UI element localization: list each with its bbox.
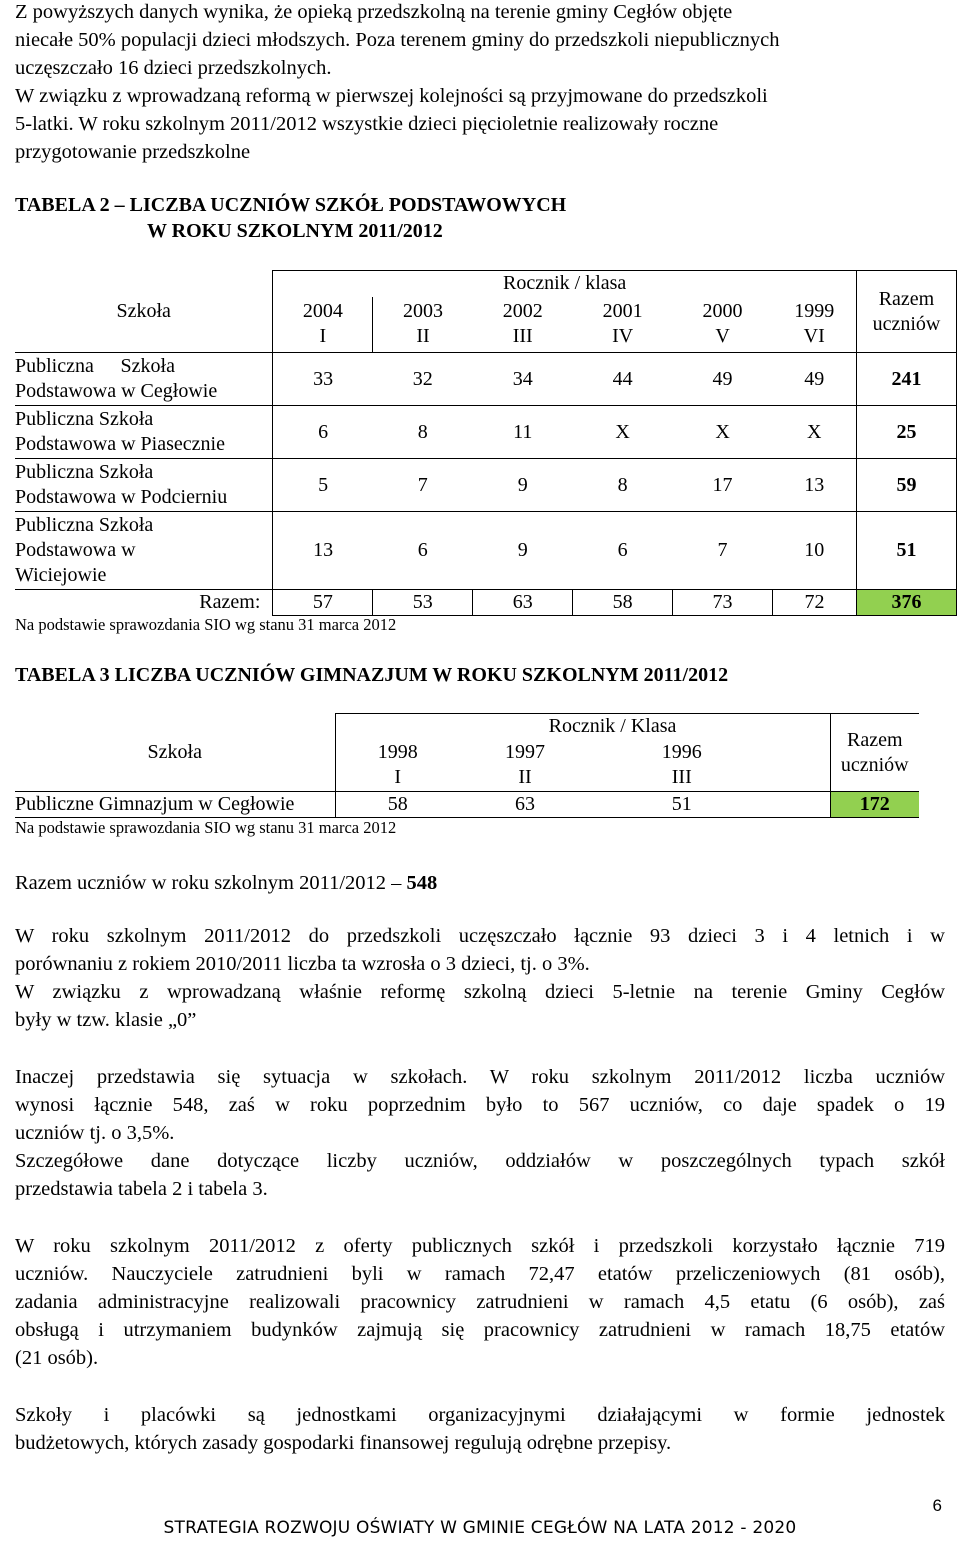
text-line: W związku z wprowadzaną reformą w pierwszej kolejności są przyjmowane do przedszkoli: [15, 85, 768, 107]
table2-value-cell: 34: [473, 353, 573, 406]
summary-value: 548: [406, 872, 438, 894]
paragraph-schools: [15, 1063, 945, 1203]
table2-value-cell: 33: [273, 353, 373, 406]
table2-value-cell: 8: [373, 406, 473, 459]
text-line: uczęszczało 16 dzieci przedszkolnych.: [15, 57, 332, 79]
table2-sum-label: Razem:: [199, 591, 261, 614]
paragraph-preschool: [15, 922, 945, 1034]
page-footer: STRATEGIA ROZWOJU OŚWIATY W GMINIE CEGŁÓW NA LATA 2012 - 2020: [163, 1518, 797, 1538]
text-line: budżetowych, których zasady gospodarki finansowej regulują odrębne przepisy.: [15, 1432, 672, 1454]
table3: [15, 713, 919, 818]
table3-title: TABELA 3 LICZBA UCZNIÓW GIMNAZJUM W ROKU SZKOLNYM 2011/2012: [15, 664, 729, 686]
text-line: Szczegółowe dane dotyczące liczby uczniów, oddziałów w poszczególnych typach szkół: [15, 1150, 945, 1172]
table2-school-header: Szkoła: [15, 271, 273, 353]
table2: [15, 270, 957, 616]
table2-school-cell: Publiczna Szkoła Podstawowa w Piasecznie: [15, 406, 273, 459]
intro-paragraph: [15, 0, 945, 166]
text-line: 5-latki. W roku szkolnym 2011/2012 wszystkie dzieci pięcioletnie realizowały roczne: [15, 113, 719, 135]
table2-sum-cell: 53: [373, 590, 473, 616]
table2-value-cell: X: [573, 406, 673, 459]
text-line: przedstawia tabela 2 i tabela 3.: [15, 1178, 268, 1200]
table2-value-cell: 11: [473, 406, 573, 459]
table2-sum-cell: 72: [773, 590, 857, 616]
table2-value-cell: 7: [673, 512, 773, 590]
table2-subtitle: W ROKU SZKOLNYM 2011/2012: [147, 220, 443, 242]
table2-school-cell: Publiczna Szkoła Podstawowa w Podcierniu: [15, 459, 273, 512]
text-line: Szkoły i placówki są jednostkami organizacyjnymi działającymi w formie jednostek: [15, 1404, 945, 1426]
table-row: [15, 512, 957, 590]
text-line: porównaniu z rokiem 2010/2011 liczba ta wzrosła o 3 dzieci, tj. o 3%.: [15, 953, 590, 975]
table2-sum-cell: 73: [673, 590, 773, 616]
table2-value-cell: 32: [373, 353, 473, 406]
table2-sum-cell: 63: [473, 590, 573, 616]
table-row: [15, 792, 919, 818]
table2-value-cell: 7: [373, 459, 473, 512]
table2-value-cell: 5: [273, 459, 373, 512]
table2-value-cell: 6: [373, 512, 473, 590]
table3-source-note: Na podstawie sprawozdania SIO wg stanu 31 marca 2012: [15, 818, 397, 837]
table2-total-cell: 51: [856, 512, 956, 590]
table2-source-note: Na podstawie sprawozdania SIO wg stanu 31 marca 2012: [15, 615, 397, 634]
paragraph-staff: [15, 1232, 945, 1372]
table-row: [15, 459, 957, 512]
table2-column-header: 2004 I: [273, 297, 373, 353]
text-line: wynosi łącznie 548, zaś w roku poprzednim było to 567 uczniów, co daje spadek o 19: [15, 1094, 945, 1116]
table3-total-header: Razem uczniów: [830, 714, 919, 792]
table2-column-header: 2003 II: [403, 300, 444, 348]
table3-school-header: Szkoła: [15, 714, 335, 792]
table3-column-header: 1997 II: [505, 741, 545, 789]
text-line: przygotowanie przedszkolne: [15, 141, 251, 163]
text-line: (21 osób).: [15, 1347, 99, 1369]
table2-total-cell: 59: [856, 459, 956, 512]
table2-value-cell: 9: [473, 512, 573, 590]
text-line: niecałe 50% populacji dzieci młodszych. Poza terenem gminy do przedszkoli niepublicznych: [15, 29, 780, 51]
table2-column-header: 2002 III: [502, 300, 543, 348]
table2-sum-total: 376: [856, 590, 956, 616]
table2-column-header: 2001 IV: [602, 300, 643, 348]
table2-value-cell: 13: [273, 512, 373, 590]
table2-value-cell: 49: [673, 353, 773, 406]
table2-title: TABELA 2 – LICZBA UCZNIÓW SZKÓŁ PODSTAWOWYCH: [15, 194, 567, 216]
paragraph-units: [15, 1401, 945, 1457]
table2-value-cell: 17: [673, 459, 773, 512]
table2-value-cell: 6: [273, 406, 373, 459]
text-line: uczniów tj. o 3,5%.: [15, 1122, 175, 1144]
table2-school-cell: Publiczna Szkoła Podstawowa w Wiciejowie: [15, 512, 273, 590]
page-number: 6: [932, 1496, 942, 1515]
text-line: były w tzw. klasie „0”: [15, 1009, 197, 1031]
table2-value-cell: 13: [773, 459, 857, 512]
table3-column-header: 1996 III: [590, 740, 830, 792]
table2-value-cell: 9: [473, 459, 573, 512]
text-line: W związku z wprowadzaną właśnie reformę szkolną dzieci 5-letnie na terenie Gminy Cegłów: [15, 981, 945, 1003]
table2-total-cell: 241: [856, 353, 956, 406]
table2-total-header: Razem uczniów: [856, 271, 956, 353]
table2-school-cell: Publiczna Szkoła Podstawowa w Cegłowie: [15, 353, 273, 406]
text-line: Z powyższych danych wynika, że opieką przedszkolną na terenie gminy Cegłów objęte: [15, 1, 733, 23]
table3-value-cell: 63: [460, 792, 590, 818]
table3-value-cell: 58: [335, 792, 460, 818]
table2-column-header: 2000 V: [702, 300, 743, 348]
table3-school-cell: Publiczne Gimnazjum w Cegłowie: [15, 792, 335, 818]
text-line: obsługą i utrzymaniem budynków zajmują się pracownicy zatrudnieni w ramach 18,75 etatów: [15, 1319, 945, 1341]
text-line: uczniów. Nauczyciele zatrudnieni byli w ramach 72,47 etatów przeliczeniowych (81 osób),: [15, 1263, 945, 1285]
summary-line: Razem uczniów w roku szkolnym 2011/2012 – 548: [15, 872, 438, 894]
text-line: Inaczej przedstawia się sytuacja w szkołach. W roku szkolnym 2011/2012 liczba uczniów: [15, 1066, 945, 1088]
table2-value-cell: 8: [573, 459, 673, 512]
table2-sum-cell: 57: [273, 590, 373, 616]
table3-group-header: Rocznik / Klasa: [335, 714, 830, 740]
text-line: W roku szkolnym 2011/2012 z oferty publicznych szkół i przedszkoli korzystało łącznie 719: [15, 1235, 945, 1257]
table2-value-cell: X: [773, 406, 857, 459]
table2-sum-row: [15, 590, 957, 616]
text-line: W roku szkolnym 2011/2012 do przedszkoli uczęszczało łącznie 93 dzieci 3 i 4 letnich i w: [15, 925, 945, 947]
table2-value-cell: X: [673, 406, 773, 459]
text-line: zadania administracyjne realizowali pracownicy zatrudnieni w ramach 4,5 etatu (6 osób), zaś: [15, 1291, 945, 1313]
table2-group-header: Rocznik / klasa: [273, 271, 857, 297]
table2-column-header: 1999 VI: [773, 297, 857, 353]
table2-value-cell: 6: [573, 512, 673, 590]
table2-value-cell: 49: [773, 353, 857, 406]
table3-value-cell: 51: [590, 792, 830, 818]
table-row: [15, 353, 957, 406]
table3-column-header: 1998 I: [335, 740, 460, 792]
table2-total-cell: 25: [856, 406, 956, 459]
table2-sum-cell: 58: [573, 590, 673, 616]
table2-value-cell: 44: [573, 353, 673, 406]
table3-total-cell: 172: [830, 792, 919, 818]
table2-value-cell: 10: [773, 512, 857, 590]
table-row: [15, 406, 957, 459]
